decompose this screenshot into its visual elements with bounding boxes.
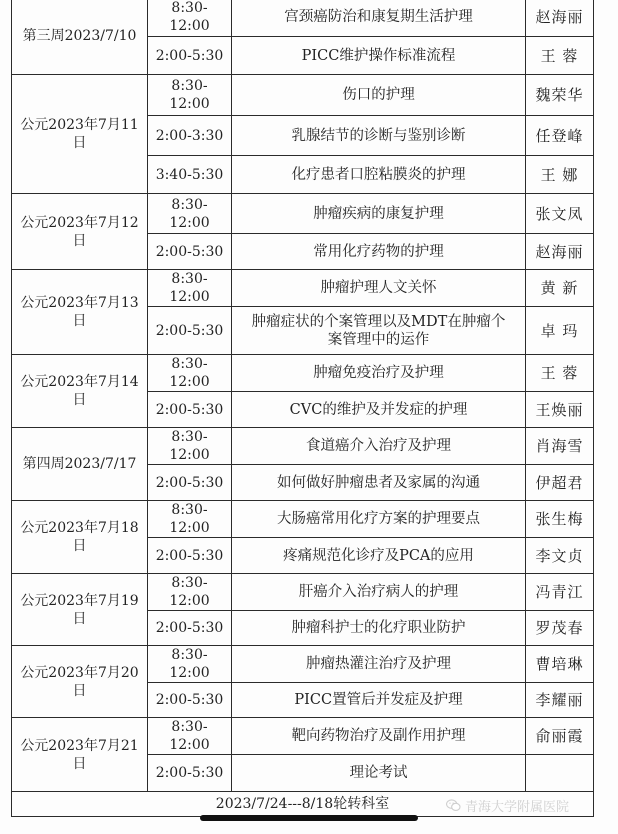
topic-cell: 食道癌介入治疗及护理 bbox=[232, 428, 526, 465]
date-cell: 公元2023年7月12日 bbox=[12, 194, 148, 270]
date-cell: 公元2023年7月11日 bbox=[12, 75, 148, 194]
date-cell: 公元2023年7月18日 bbox=[12, 501, 148, 574]
teacher-cell: 任登峰 bbox=[526, 116, 594, 156]
time-cell: 2:00-5:30 bbox=[148, 538, 232, 574]
time-cell: 2:00-3:30 bbox=[148, 116, 232, 156]
teacher-cell: 伊超君 bbox=[526, 465, 594, 501]
time-cell: 2:00-5:30 bbox=[148, 683, 232, 718]
time-cell: 8:30-12:00 bbox=[148, 75, 232, 116]
topic-cell: 肿瘤护理人文关怀 bbox=[232, 270, 526, 307]
topic-cell: 肿瘤疾病的康复护理 bbox=[232, 194, 526, 234]
date-cell: 公元2023年7月19日 bbox=[12, 574, 148, 646]
rotation-footer: 2023/7/24---8/18轮转科室 bbox=[12, 792, 594, 817]
teacher-cell: 曹培琳 bbox=[526, 646, 594, 683]
time-cell: 8:30-12:00 bbox=[148, 646, 232, 683]
table-row bbox=[12, 501, 594, 538]
date-cell: 公元2023年7月21日 bbox=[12, 718, 148, 792]
teacher-cell: 罗茂春 bbox=[526, 611, 594, 646]
teacher-cell: 黄 新 bbox=[526, 270, 594, 307]
topic-cell: 化疗患者口腔粘膜炎的护理 bbox=[232, 156, 526, 194]
topic-cell: 肿瘤症状的个案管理以及MDT在肿瘤个案管理中的运作 bbox=[232, 307, 526, 355]
time-cell: 2:00-5:30 bbox=[148, 392, 232, 428]
teacher-cell: 赵海丽 bbox=[526, 234, 594, 270]
topic-cell: PICC置管后并发症及护理 bbox=[232, 683, 526, 718]
time-cell: 2:00-5:30 bbox=[148, 307, 232, 355]
date-cell: 公元2023年7月13日 bbox=[12, 270, 148, 355]
teacher-cell: 王焕丽 bbox=[526, 392, 594, 428]
teacher-cell: 俞丽霞 bbox=[526, 718, 594, 755]
teacher-cell: 王 蓉 bbox=[526, 37, 594, 75]
teacher-cell: 李文贞 bbox=[526, 538, 594, 574]
teacher-cell: 王 娜 bbox=[526, 156, 594, 194]
topic-cell: 大肠癌常用化疗方案的护理要点 bbox=[232, 501, 526, 538]
teacher-cell: 魏荣华 bbox=[526, 75, 594, 116]
time-cell: 8:30-12:00 bbox=[148, 428, 232, 465]
time-cell: 2:00-5:30 bbox=[148, 465, 232, 501]
time-cell: 8:30-12:00 bbox=[148, 574, 232, 611]
time-cell: 8:30-12:00 bbox=[148, 355, 232, 392]
teacher-cell: 张生梅 bbox=[526, 501, 594, 538]
time-cell: 2:00-5:30 bbox=[148, 37, 232, 75]
time-cell: 2:00-5:30 bbox=[148, 611, 232, 646]
time-cell: 8:30-12:00 bbox=[148, 194, 232, 234]
date-cell: 公元2023年7月20日 bbox=[12, 646, 148, 718]
topic-cell: 如何做好肿瘤患者及家属的沟通 bbox=[232, 465, 526, 501]
topic-cell: 肿瘤科护士的化疗职业防护 bbox=[232, 611, 526, 646]
topic-cell: 肝癌介入治疗病人的护理 bbox=[232, 574, 526, 611]
time-cell: 8:30-12:00 bbox=[148, 270, 232, 307]
teacher-cell: 李耀丽 bbox=[526, 683, 594, 718]
table-row bbox=[12, 718, 594, 755]
teacher-cell: 赵海丽 bbox=[526, 0, 594, 37]
topic-cell: 常用化疗药物的护理 bbox=[232, 234, 526, 270]
topic-cell: 伤口的护理 bbox=[232, 75, 526, 116]
date-cell: 公元2023年7月14日 bbox=[12, 355, 148, 428]
teacher-cell: 张文凤 bbox=[526, 194, 594, 234]
table-row bbox=[12, 0, 594, 37]
topic-cell: 肿瘤热灌注治疗及护理 bbox=[232, 646, 526, 683]
watermark-text: 青海大学附属医院 bbox=[465, 800, 570, 815]
topic-cell: CVC的维护及并发症的护理 bbox=[232, 392, 526, 428]
teacher-cell bbox=[526, 755, 594, 792]
topic-cell: 宫颈癌防治和康复期生活护理 bbox=[232, 0, 526, 37]
teacher-cell: 肖海雪 bbox=[526, 428, 594, 465]
topic-cell: PICC维护操作标准流程 bbox=[232, 37, 526, 75]
date-cell: 第四周2023/7/17 bbox=[12, 428, 148, 501]
time-cell: 2:00-5:30 bbox=[148, 755, 232, 792]
home-indicator[interactable] bbox=[200, 815, 418, 821]
teacher-cell: 卓 玛 bbox=[526, 307, 594, 355]
time-cell: 3:40-5:30 bbox=[148, 156, 232, 194]
table-row bbox=[12, 194, 594, 234]
table-row bbox=[12, 428, 594, 465]
watermark bbox=[446, 796, 569, 815]
date-cell: 第三周2023/7/10 bbox=[12, 0, 148, 75]
topic-cell: 肿瘤免疫治疗及护理 bbox=[232, 355, 526, 392]
table-row bbox=[12, 75, 594, 116]
topic-cell: 理论考试 bbox=[232, 755, 526, 792]
time-cell: 8:30-12:00 bbox=[148, 718, 232, 755]
teacher-cell: 冯青江 bbox=[526, 574, 594, 611]
teacher-cell: 王 蓉 bbox=[526, 355, 594, 392]
table-row bbox=[12, 646, 594, 683]
topic-cell: 靶向药物治疗及副作用护理 bbox=[232, 718, 526, 755]
schedule-table bbox=[11, 0, 594, 817]
time-cell: 8:30-12:00 bbox=[148, 0, 232, 37]
topic-cell: 疼痛规范化诊疗及PCA的应用 bbox=[232, 538, 526, 574]
table-row bbox=[12, 355, 594, 392]
wechat-icon bbox=[446, 799, 461, 812]
table-row bbox=[12, 270, 594, 307]
time-cell: 8:30-12:00 bbox=[148, 501, 232, 538]
time-cell: 2:00-5:30 bbox=[148, 234, 232, 270]
table-row bbox=[12, 574, 594, 611]
topic-cell: 乳腺结节的诊断与鉴别诊断 bbox=[232, 116, 526, 156]
